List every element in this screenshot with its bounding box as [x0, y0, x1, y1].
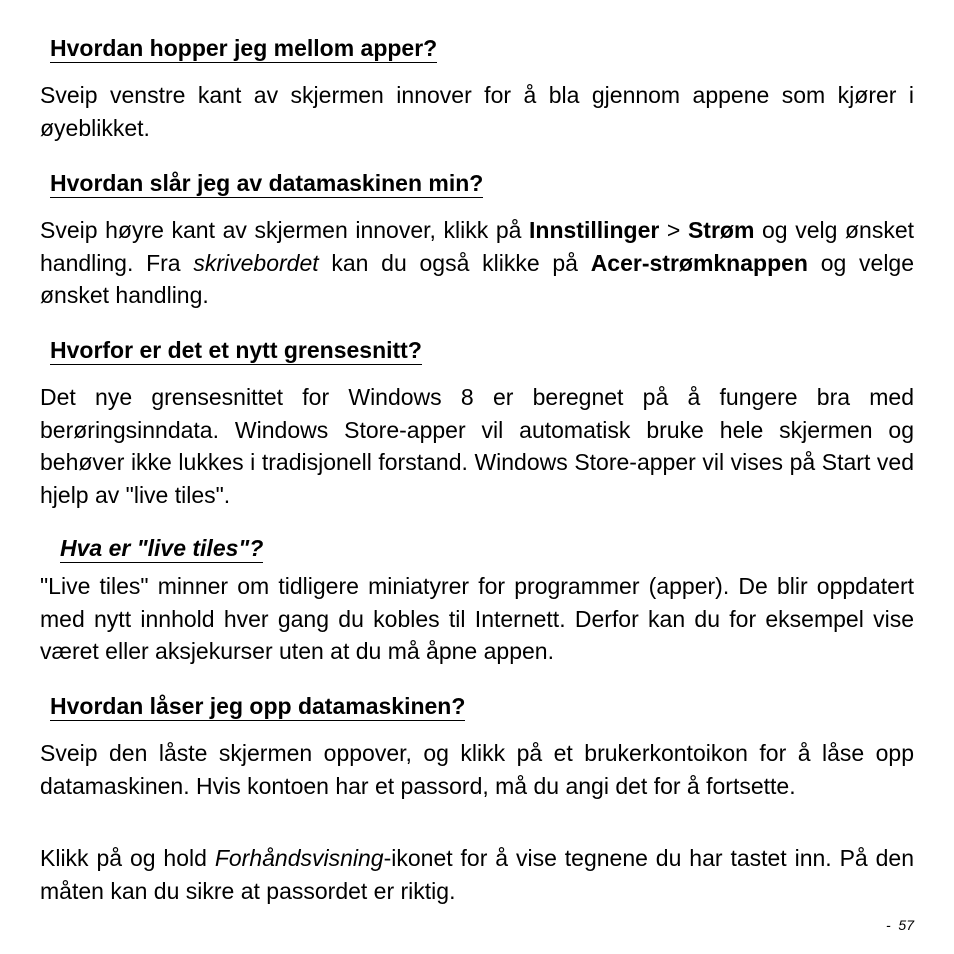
text-run: -ikonet for å vise tegnene du har tastet inn. På den måten kan du sikre at passordet er riktig.: [40, 845, 914, 904]
italic-preview: Forhåndsvisning: [214, 845, 384, 871]
bold-settings: Innstillinger: [529, 217, 660, 243]
text-run: >: [659, 217, 688, 243]
paragraph-live-tiles: "Live tiles" minner om tidligere miniatyrer for programmer (apper). De blir oppdatert med nytt innhold hver gang du kobles til Internett. Derfor kan du for eksempel vise været eller aksjekurser uten at du må åpne appen.: [40, 573, 914, 664]
text-run: Sveip høyre kant av skjermen innover, klikk på: [40, 217, 529, 243]
heading-unlock: Hvordan låser jeg opp datamaskinen?: [50, 693, 466, 719]
paragraph-new-interface: Det nye grensesnittet for Windows 8 er beregnet på å fungere bra med berøringsinndata. Windows Store-apper vil automatisk bruke hele skjermen og behøver ikke lukkes i tradisjonell forstand. Windows Store-apper vil vises på Start ved hjelp av "live tiles".: [40, 384, 914, 508]
paragraph-preview: [40, 842, 914, 907]
text-run: og velge ønsket handling.: [40, 249, 915, 308]
heading-switch-apps: Hvordan hopper jeg mellom apper?: [50, 35, 438, 61]
paragraph-switch-apps: Sveip venstre kant av skjermen innover for å bla gjennom appene som kjører i øyeblikket.: [40, 82, 914, 141]
heading-shutdown: Hvordan slår jeg av datamaskinen min?: [50, 170, 484, 196]
heading-new-interface: Hvorfor er det et nytt grensesnitt?: [50, 337, 422, 363]
text-run: og velg ønsket handling. Fra: [40, 217, 914, 276]
italic-desktop: skrivebordet: [193, 249, 319, 276]
text-run: kan du også klikke på: [318, 249, 591, 276]
bold-acer-power-button: Acer-strømknappen: [590, 249, 808, 276]
paragraph-unlock: Sveip den låste skjermen oppover, og klikk på et brukerkontoikon for å låse opp datamaskinen. Hvis kontoen har et passord, må du angi det for å fortsette.: [40, 740, 914, 799]
bold-power: Strøm: [687, 217, 755, 243]
text-run: Klikk på og hold: [40, 845, 215, 871]
page-number-dash: -: [885, 917, 891, 933]
paragraph-shutdown: [40, 214, 914, 312]
page-number: [886, 917, 914, 933]
subheading-live-tiles: Hva er "live tiles"?: [60, 535, 264, 561]
page-number-value: 57: [898, 917, 914, 933]
